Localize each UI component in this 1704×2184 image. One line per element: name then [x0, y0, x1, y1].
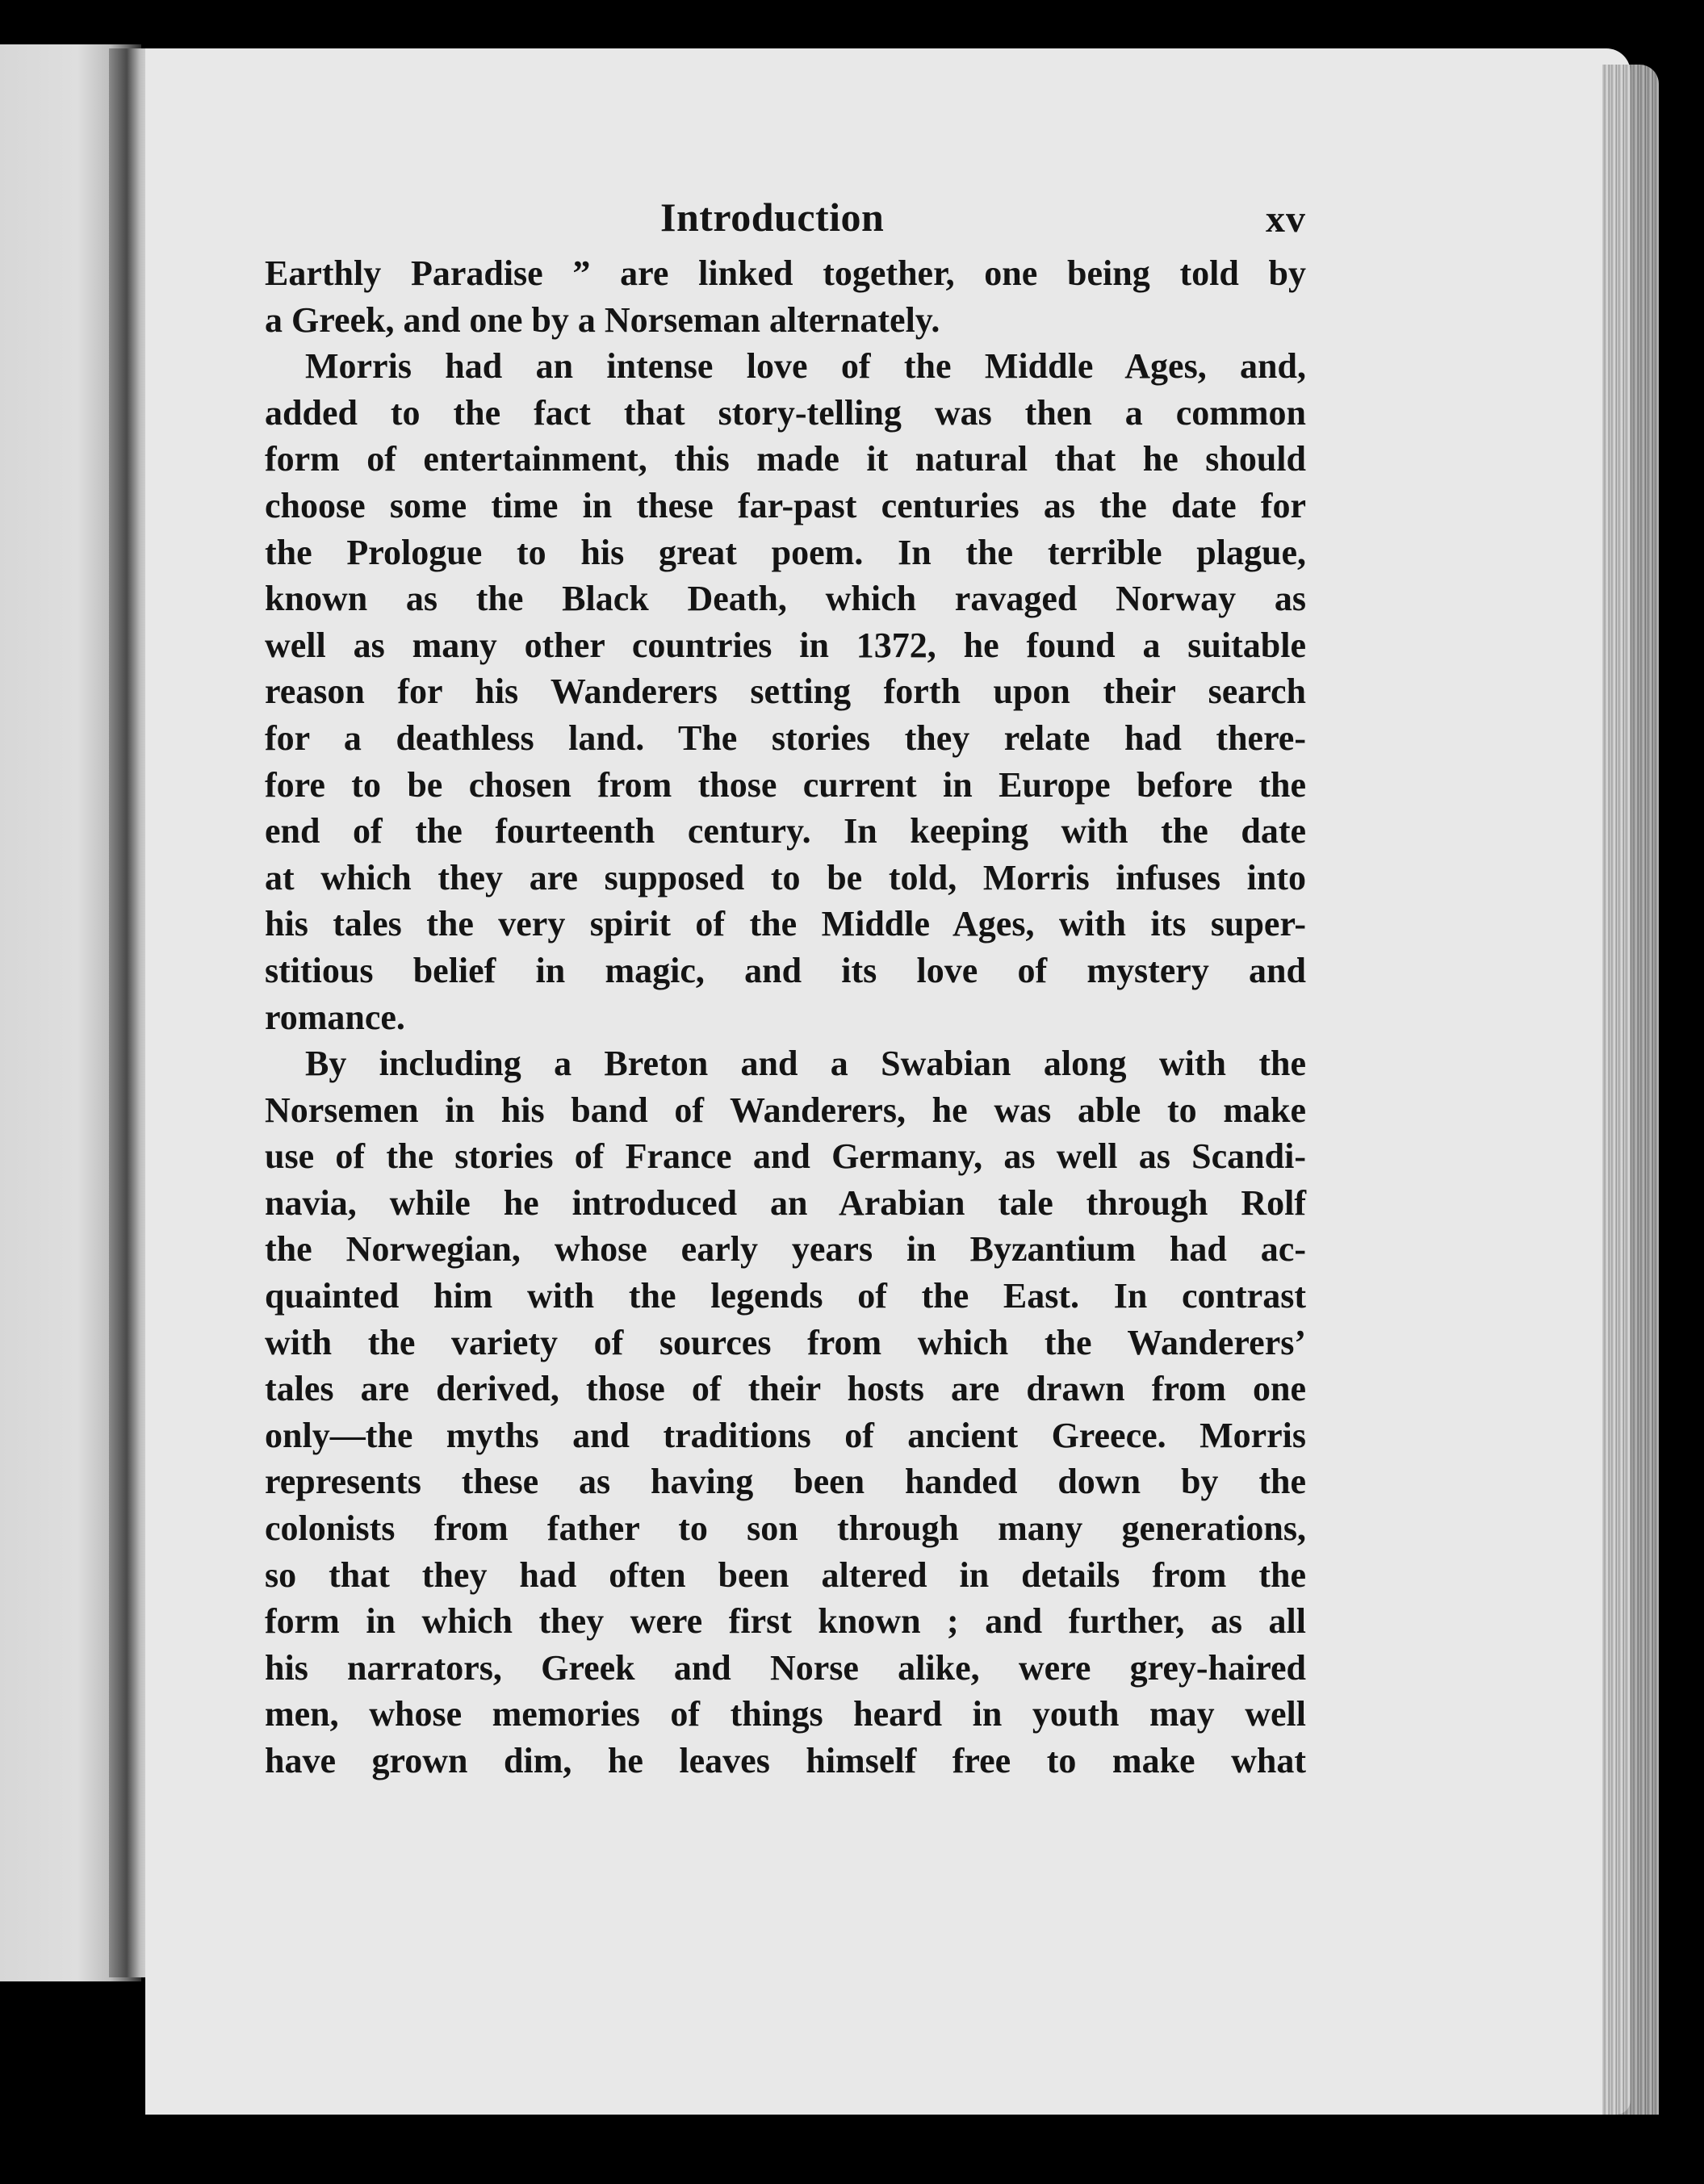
text-line: form in which they were first known ; and further, as all	[265, 1601, 1306, 1642]
text-line: have grown dim, he leaves himself free to make what	[265, 1741, 1306, 1780]
text-line: end of the fourteenth century. In keeping with the date	[265, 811, 1306, 851]
text-line: stitious belief in magic, and its love of mystery and	[265, 950, 1306, 990]
text-line: Earthly Paradise ” are linked together, one being told by	[265, 253, 1306, 293]
text-line: Norsemen in his band of Wanderers, he was able to make	[265, 1090, 1306, 1130]
page-stack-edge	[1602, 65, 1659, 2115]
text-line: tales are derived, those of their hosts are drawn from one	[265, 1369, 1306, 1409]
text-line: Morris had an intense love of the Middle Ages, and,	[305, 346, 1306, 387]
text-line: the Prologue to his great poem. In the terrible plague,	[265, 532, 1306, 572]
text-line: By including a Breton and a Swabian along with the	[305, 1044, 1306, 1084]
text-line: use of the stories of France and Germany, as well as Scandi-	[265, 1136, 1306, 1177]
text-line: represents these as having been handed down by the	[265, 1462, 1306, 1502]
text-line: his narrators, Greek and Norse alike, were grey-haired	[265, 1647, 1306, 1688]
text-line: navia, while he introduced an Arabian tale through Rolf	[265, 1182, 1306, 1223]
page-text-block	[265, 186, 1306, 1784]
text-line: fore to be chosen from those current in Europe before the	[265, 764, 1306, 805]
text-line: added to the fact that story-telling was then a common	[265, 392, 1306, 433]
text-line: known as the Black Death, which ravaged Norway as	[265, 579, 1306, 619]
text-line: for a deathless land. The stories they relate had there-	[265, 718, 1306, 758]
text-line: well as many other countries in 1372, he found a suitable	[265, 625, 1306, 665]
text-line: at which they are supposed to be told, Morris infuses into	[265, 857, 1306, 897]
text-line: men, whose memories of things heard in youth may well	[265, 1694, 1306, 1734]
running-head	[265, 186, 1306, 250]
text-line: so that they had often been altered in details from the	[265, 1554, 1306, 1595]
text-line: choose some time in these far-past centuries as the date for	[265, 485, 1306, 525]
running-head-title: Introduction	[660, 195, 885, 240]
text-line: with the variety of sources from which the Wanderers’	[265, 1322, 1306, 1362]
page-number: xv	[1266, 198, 1306, 241]
text-line: form of entertainment, this made it natural that he should	[265, 439, 1306, 479]
text-line: only—the myths and traditions of ancient Greece. Morris	[265, 1415, 1306, 1455]
text-line: the Norwegian, whose early years in Byzantium had ac-	[265, 1229, 1306, 1270]
text-line: a Greek, and one by a Norseman alternately.	[265, 299, 940, 340]
body-text	[265, 250, 1306, 1784]
text-line: romance.	[265, 997, 405, 1037]
text-line: quainted him with the legends of the East. In contrast	[265, 1276, 1306, 1316]
text-line: his tales the very spirit of the Middle Ages, with its super-	[265, 904, 1306, 944]
text-line: reason for his Wanderers setting forth upon their search	[265, 672, 1306, 712]
text-line: colonists from father to son through many generations,	[265, 1508, 1306, 1549]
